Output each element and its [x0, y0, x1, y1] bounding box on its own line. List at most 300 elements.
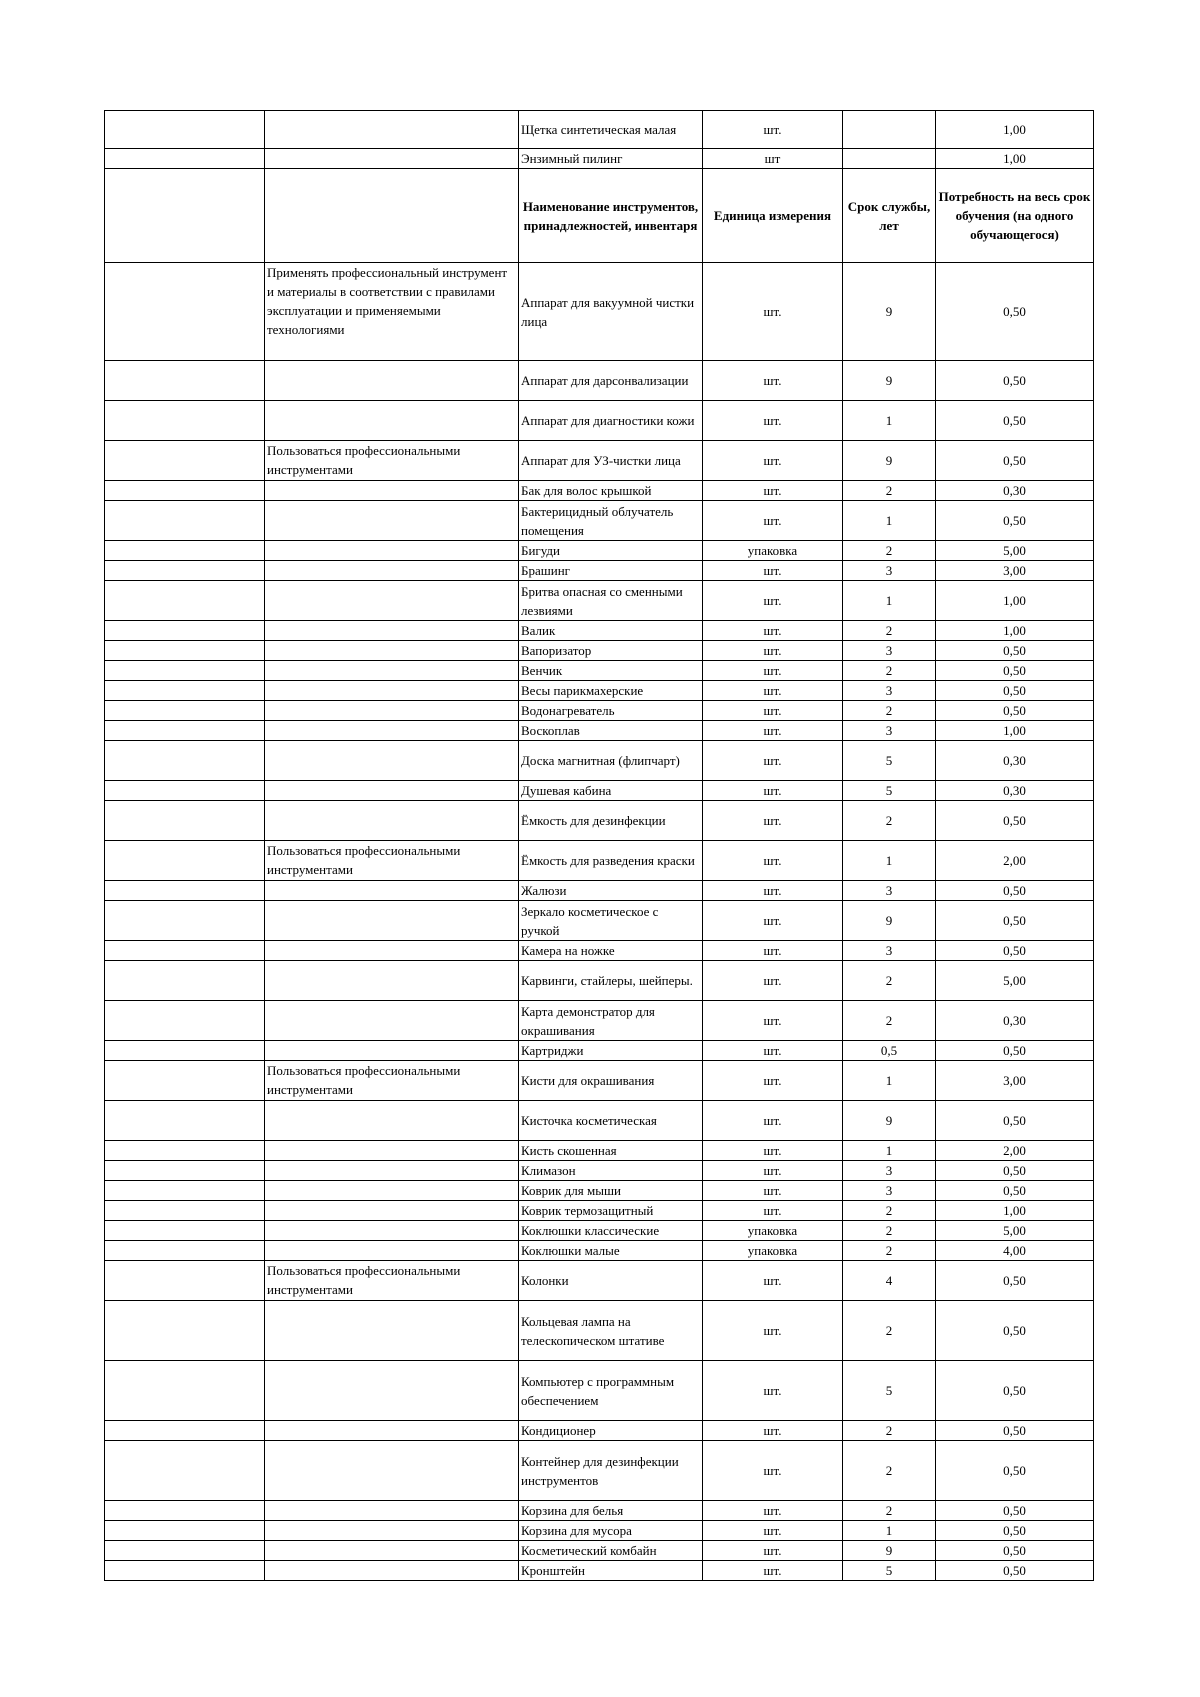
service-life-cell: 9 [843, 361, 936, 401]
unit-cell: шт. [703, 781, 843, 801]
unit-cell: упаковка [703, 1221, 843, 1241]
service-life-cell: 2 [843, 1441, 936, 1501]
empty-cell [105, 401, 265, 441]
unit-cell: шт. [703, 1181, 843, 1201]
table-row [105, 881, 1094, 901]
empty-cell [105, 581, 265, 621]
item-name-cell: Бак для волос крышкой [519, 481, 703, 501]
service-life-cell: 2 [843, 701, 936, 721]
item-name-cell: Вапоризатор [519, 641, 703, 661]
unit-cell: шт. [703, 1421, 843, 1441]
item-name-cell: Камера на ножке [519, 941, 703, 961]
unit-cell: шт. [703, 1441, 843, 1501]
table-row [105, 1241, 1094, 1261]
requirement-cell: 0,50 [936, 401, 1094, 441]
empty-cell [105, 721, 265, 741]
empty-cell [105, 441, 265, 481]
item-name-cell: Компьютер с программным обеспечением [519, 1361, 703, 1421]
service-life-cell: 2 [843, 1221, 936, 1241]
service-life-cell: 2 [843, 961, 936, 1001]
competency-cell [265, 149, 519, 169]
empty-cell [105, 361, 265, 401]
item-name-cell: Кронштейн [519, 1561, 703, 1581]
table-row [105, 841, 1094, 881]
service-life-cell: 1 [843, 401, 936, 441]
requirement-cell: 0,50 [936, 1561, 1094, 1581]
requirement-cell: 0,50 [936, 1101, 1094, 1141]
service-life-cell: 1 [843, 1061, 936, 1101]
table-row [105, 481, 1094, 501]
empty-cell [105, 881, 265, 901]
service-life-cell: 3 [843, 1161, 936, 1181]
unit-cell: шт. [703, 621, 843, 641]
table-row [105, 1501, 1094, 1521]
table-row [105, 1101, 1094, 1141]
item-name-cell: Ёмкость для дезинфекции [519, 801, 703, 841]
competency-cell: Пользоваться профессиональными инструментами [265, 1261, 519, 1301]
table-row [105, 701, 1094, 721]
service-life-cell: 2 [843, 481, 936, 501]
empty-cell [105, 961, 265, 1001]
service-life-cell: 2 [843, 1421, 936, 1441]
competency-cell: Пользоваться профессиональными инструментами [265, 841, 519, 881]
empty-cell [105, 1161, 265, 1181]
item-name-cell: Коврик термозащитный [519, 1201, 703, 1221]
competency-cell [265, 1441, 519, 1501]
header-requirement: Потребность на весь срок обучения (на одного обучающегося) [936, 169, 1094, 263]
item-name-cell: Аппарат для дарсонвализации [519, 361, 703, 401]
requirement-cell: 0,50 [936, 941, 1094, 961]
service-life-cell: 2 [843, 1301, 936, 1361]
item-name-cell: Кисть скошенная [519, 1141, 703, 1161]
service-life-cell: 5 [843, 1361, 936, 1421]
service-life-cell [843, 149, 936, 169]
requirement-cell: 3,00 [936, 561, 1094, 581]
table-row [105, 441, 1094, 481]
empty-cell [105, 681, 265, 701]
requirement-cell: 2,00 [936, 1141, 1094, 1161]
service-life-cell: 9 [843, 1101, 936, 1141]
requirement-cell: 0,50 [936, 641, 1094, 661]
item-name-cell: Косметический комбайн [519, 1541, 703, 1561]
unit-cell: шт. [703, 901, 843, 941]
table-row [105, 1141, 1094, 1161]
competency-cell [265, 501, 519, 541]
empty-cell [105, 1301, 265, 1361]
item-name-cell: Корзина для белья [519, 1501, 703, 1521]
empty-cell [105, 1221, 265, 1241]
table-row [105, 361, 1094, 401]
item-name-cell: Кисти для окрашивания [519, 1061, 703, 1101]
requirement-cell: 0,30 [936, 481, 1094, 501]
competency-cell [265, 621, 519, 641]
empty-cell [105, 1521, 265, 1541]
competency-cell [265, 1501, 519, 1521]
unit-cell: шт. [703, 1361, 843, 1421]
unit-cell: шт. [703, 581, 843, 621]
empty-cell [105, 1001, 265, 1041]
service-life-cell: 3 [843, 561, 936, 581]
requirement-cell: 3,00 [936, 1061, 1094, 1101]
service-life-cell: 9 [843, 1541, 936, 1561]
empty-cell [105, 541, 265, 561]
table-row [105, 1441, 1094, 1501]
empty-cell [105, 1541, 265, 1561]
empty-cell [105, 841, 265, 881]
unit-cell: упаковка [703, 1241, 843, 1261]
service-life-cell: 1 [843, 1141, 936, 1161]
unit-cell: шт. [703, 1301, 843, 1361]
empty-cell [105, 1201, 265, 1221]
table-row [105, 1221, 1094, 1241]
item-name-cell: Валик [519, 621, 703, 641]
service-life-cell: 2 [843, 621, 936, 641]
header-unit: Единица измерения [703, 169, 843, 263]
item-name-cell: Корзина для мусора [519, 1521, 703, 1541]
item-name-cell: Коклюшки классические [519, 1221, 703, 1241]
table-row [105, 681, 1094, 701]
empty-cell [105, 1181, 265, 1201]
competency-cell [265, 941, 519, 961]
service-life-cell: 2 [843, 1001, 936, 1041]
requirement-cell: 0,30 [936, 781, 1094, 801]
unit-cell: шт. [703, 1041, 843, 1061]
unit-cell: шт. [703, 481, 843, 501]
empty-cell [105, 111, 265, 149]
unit-cell: шт [703, 149, 843, 169]
service-life-cell: 3 [843, 681, 936, 701]
unit-cell: шт. [703, 561, 843, 581]
unit-cell: шт. [703, 1541, 843, 1561]
item-name-cell: Энзимный пилинг [519, 149, 703, 169]
item-name-cell: Контейнер для дезинфекции инструментов [519, 1441, 703, 1501]
competency-cell [265, 881, 519, 901]
unit-cell: шт. [703, 881, 843, 901]
table-row [105, 1041, 1094, 1061]
service-life-cell: 1 [843, 1521, 936, 1541]
item-name-cell: Щетка синтетическая малая [519, 111, 703, 149]
table-row [105, 801, 1094, 841]
table-row [105, 781, 1094, 801]
service-life-cell: 3 [843, 1181, 936, 1201]
item-name-cell: Зеркало косметическое с ручкой [519, 901, 703, 941]
empty-cell [105, 1421, 265, 1441]
requirement-cell: 0,50 [936, 1161, 1094, 1181]
competency-cell [265, 901, 519, 941]
requirement-cell: 0,50 [936, 1361, 1094, 1421]
service-life-cell: 2 [843, 801, 936, 841]
competency-cell [265, 401, 519, 441]
item-name-cell: Кисточка косметическая [519, 1101, 703, 1141]
requirement-cell: 0,50 [936, 1501, 1094, 1521]
empty-cell [105, 1061, 265, 1101]
service-life-cell: 5 [843, 1561, 936, 1581]
item-name-cell: Душевая кабина [519, 781, 703, 801]
competency-cell [265, 111, 519, 149]
item-name-cell: Коврик для мыши [519, 1181, 703, 1201]
requirement-cell: 5,00 [936, 961, 1094, 1001]
empty-cell [265, 169, 519, 263]
competency-cell [265, 1041, 519, 1061]
unit-cell: шт. [703, 1501, 843, 1521]
requirement-cell: 1,00 [936, 581, 1094, 621]
empty-cell [105, 1441, 265, 1501]
service-life-cell: 9 [843, 263, 936, 361]
unit-cell: шт. [703, 263, 843, 361]
competency-cell [265, 1421, 519, 1441]
empty-cell [105, 641, 265, 661]
table-row [105, 1561, 1094, 1581]
item-name-cell: Карта демонстратор для окрашивания [519, 1001, 703, 1041]
empty-cell [105, 501, 265, 541]
table-row [105, 661, 1094, 681]
empty-cell [105, 701, 265, 721]
unit-cell: шт. [703, 1161, 843, 1181]
competency-cell [265, 561, 519, 581]
table-header-row [105, 169, 1094, 263]
item-name-cell: Кольцевая лампа на телескопическом штативе [519, 1301, 703, 1361]
competency-cell: Пользоваться профессиональными инструментами [265, 441, 519, 481]
competency-cell [265, 1301, 519, 1361]
requirement-cell: 0,50 [936, 1541, 1094, 1561]
service-life-cell: 3 [843, 941, 936, 961]
table-row [105, 1521, 1094, 1541]
service-life-cell: 0,5 [843, 1041, 936, 1061]
requirement-cell: 0,50 [936, 1261, 1094, 1301]
empty-cell [105, 1501, 265, 1521]
requirement-cell: 5,00 [936, 541, 1094, 561]
unit-cell: шт. [703, 661, 843, 681]
requirement-cell: 0,50 [936, 661, 1094, 681]
service-life-cell: 9 [843, 901, 936, 941]
empty-cell [105, 263, 265, 361]
empty-cell [105, 901, 265, 941]
empty-cell [105, 1041, 265, 1061]
competency-cell [265, 1561, 519, 1581]
table-row [105, 901, 1094, 941]
unit-cell: шт. [703, 721, 843, 741]
table-row [105, 501, 1094, 541]
competency-cell [265, 641, 519, 661]
competency-cell [265, 1161, 519, 1181]
requirement-cell: 1,00 [936, 621, 1094, 641]
table-row [105, 1421, 1094, 1441]
competency-cell: Пользоваться профессиональными инструментами [265, 1061, 519, 1101]
unit-cell: шт. [703, 361, 843, 401]
empty-cell [105, 1101, 265, 1141]
empty-cell [105, 169, 265, 263]
competency-cell [265, 581, 519, 621]
table-row [105, 541, 1094, 561]
service-life-cell: 1 [843, 581, 936, 621]
requirement-cell: 2,00 [936, 841, 1094, 881]
table-row [105, 1301, 1094, 1361]
requirement-cell: 0,50 [936, 901, 1094, 941]
service-life-cell: 2 [843, 541, 936, 561]
requirement-cell: 0,50 [936, 801, 1094, 841]
service-life-cell: 4 [843, 1261, 936, 1301]
empty-cell [105, 941, 265, 961]
unit-cell: шт. [703, 741, 843, 781]
competency-cell [265, 1361, 519, 1421]
competency-cell [265, 361, 519, 401]
requirement-cell: 0,50 [936, 263, 1094, 361]
empty-cell [105, 661, 265, 681]
requirement-cell: 0,50 [936, 1441, 1094, 1501]
unit-cell: шт. [703, 1561, 843, 1581]
competency-cell [265, 701, 519, 721]
service-life-cell: 2 [843, 1501, 936, 1521]
competency-cell: Применять профессиональный инструмент и материалы в соответствии с правилами эксплуатации и применяемыми технологиями [265, 263, 519, 361]
item-name-cell: Климазон [519, 1161, 703, 1181]
competency-cell [265, 801, 519, 841]
requirement-cell: 0,50 [936, 1301, 1094, 1361]
unit-cell: шт. [703, 401, 843, 441]
requirement-cell: 0,30 [936, 741, 1094, 781]
requirement-cell: 1,00 [936, 149, 1094, 169]
table-row [105, 149, 1094, 169]
requirement-cell: 4,00 [936, 1241, 1094, 1261]
header-item-name: Наименование инструментов, принадлежностей, инвентаря [519, 169, 703, 263]
empty-cell [105, 561, 265, 581]
requirement-cell: 0,50 [936, 1521, 1094, 1541]
table-row [105, 1161, 1094, 1181]
service-life-cell [843, 111, 936, 149]
table-row [105, 721, 1094, 741]
item-name-cell: Аппарат для УЗ-чистки лица [519, 441, 703, 481]
table-row [105, 1541, 1094, 1561]
requirement-cell: 0,50 [936, 501, 1094, 541]
unit-cell: шт. [703, 1061, 843, 1101]
unit-cell: шт. [703, 801, 843, 841]
empty-cell [105, 621, 265, 641]
table-row [105, 401, 1094, 441]
unit-cell: шт. [703, 1261, 843, 1301]
service-life-cell: 9 [843, 441, 936, 481]
service-life-cell: 3 [843, 641, 936, 661]
empty-cell [105, 1141, 265, 1161]
item-name-cell: Ёмкость для разведения краски [519, 841, 703, 881]
unit-cell: шт. [703, 1141, 843, 1161]
table-row [105, 641, 1094, 661]
empty-cell [105, 1361, 265, 1421]
item-name-cell: Бритва опасная со сменными лезвиями [519, 581, 703, 621]
competency-cell [265, 1141, 519, 1161]
item-name-cell: Водонагреватель [519, 701, 703, 721]
competency-cell [265, 721, 519, 741]
requirement-cell: 1,00 [936, 721, 1094, 741]
unit-cell: шт. [703, 1001, 843, 1041]
item-name-cell: Жалюзи [519, 881, 703, 901]
table-row [105, 1061, 1094, 1101]
table-row [105, 1201, 1094, 1221]
empty-cell [105, 801, 265, 841]
requirement-cell: 0,30 [936, 1001, 1094, 1041]
service-life-cell: 1 [843, 841, 936, 881]
competency-cell [265, 1001, 519, 1041]
unit-cell: шт. [703, 641, 843, 661]
service-life-cell: 5 [843, 781, 936, 801]
requirement-cell: 0,50 [936, 881, 1094, 901]
competency-cell [265, 1201, 519, 1221]
competency-cell [265, 1521, 519, 1541]
requirement-cell: 1,00 [936, 1201, 1094, 1221]
equipment-table-body [105, 111, 1094, 1581]
requirement-cell: 0,50 [936, 361, 1094, 401]
item-name-cell: Аппарат для диагностики кожи [519, 401, 703, 441]
competency-cell [265, 1181, 519, 1201]
requirement-cell: 0,50 [936, 681, 1094, 701]
service-life-cell: 3 [843, 881, 936, 901]
empty-cell [105, 1561, 265, 1581]
item-name-cell: Карвинги, стайлеры, шейперы. [519, 961, 703, 1001]
empty-cell [105, 149, 265, 169]
table-row [105, 581, 1094, 621]
unit-cell: шт. [703, 111, 843, 149]
empty-cell [105, 1261, 265, 1301]
service-life-cell: 5 [843, 741, 936, 781]
requirement-cell: 0,50 [936, 1421, 1094, 1441]
unit-cell: шт. [703, 701, 843, 721]
competency-cell [265, 1541, 519, 1561]
item-name-cell: Аппарат для вакуумной чистки лица [519, 263, 703, 361]
table-row [105, 1001, 1094, 1041]
competency-cell [265, 541, 519, 561]
table-row [105, 263, 1094, 361]
item-name-cell: Бактерицидный облучатель помещения [519, 501, 703, 541]
service-life-cell: 3 [843, 721, 936, 741]
competency-cell [265, 1101, 519, 1141]
header-service-life: Срок службы, лет [843, 169, 936, 263]
equipment-table [104, 110, 1094, 1581]
empty-cell [105, 481, 265, 501]
unit-cell: шт. [703, 681, 843, 701]
item-name-cell: Весы парикмахерские [519, 681, 703, 701]
item-name-cell: Воскоплав [519, 721, 703, 741]
empty-cell [105, 741, 265, 781]
unit-cell: шт. [703, 1101, 843, 1141]
requirement-cell: 0,50 [936, 1181, 1094, 1201]
unit-cell: шт. [703, 1201, 843, 1221]
unit-cell: шт. [703, 841, 843, 881]
competency-cell [265, 961, 519, 1001]
item-name-cell: Бигуди [519, 541, 703, 561]
requirement-cell: 0,50 [936, 701, 1094, 721]
table-row [105, 1181, 1094, 1201]
competency-cell [265, 661, 519, 681]
item-name-cell: Картриджи [519, 1041, 703, 1061]
table-row [105, 961, 1094, 1001]
requirement-cell: 1,00 [936, 111, 1094, 149]
item-name-cell: Брашинг [519, 561, 703, 581]
unit-cell: шт. [703, 441, 843, 481]
unit-cell: упаковка [703, 541, 843, 561]
unit-cell: шт. [703, 1521, 843, 1541]
table-row [105, 111, 1094, 149]
table-row [105, 941, 1094, 961]
requirement-cell: 0,50 [936, 441, 1094, 481]
table-row [105, 1361, 1094, 1421]
table-row [105, 1261, 1094, 1301]
table-row [105, 621, 1094, 641]
empty-cell [105, 781, 265, 801]
requirement-cell: 0,50 [936, 1041, 1094, 1061]
competency-cell [265, 681, 519, 701]
item-name-cell: Венчик [519, 661, 703, 681]
item-name-cell: Доска магнитная (флипчарт) [519, 741, 703, 781]
table-row [105, 741, 1094, 781]
competency-cell [265, 741, 519, 781]
